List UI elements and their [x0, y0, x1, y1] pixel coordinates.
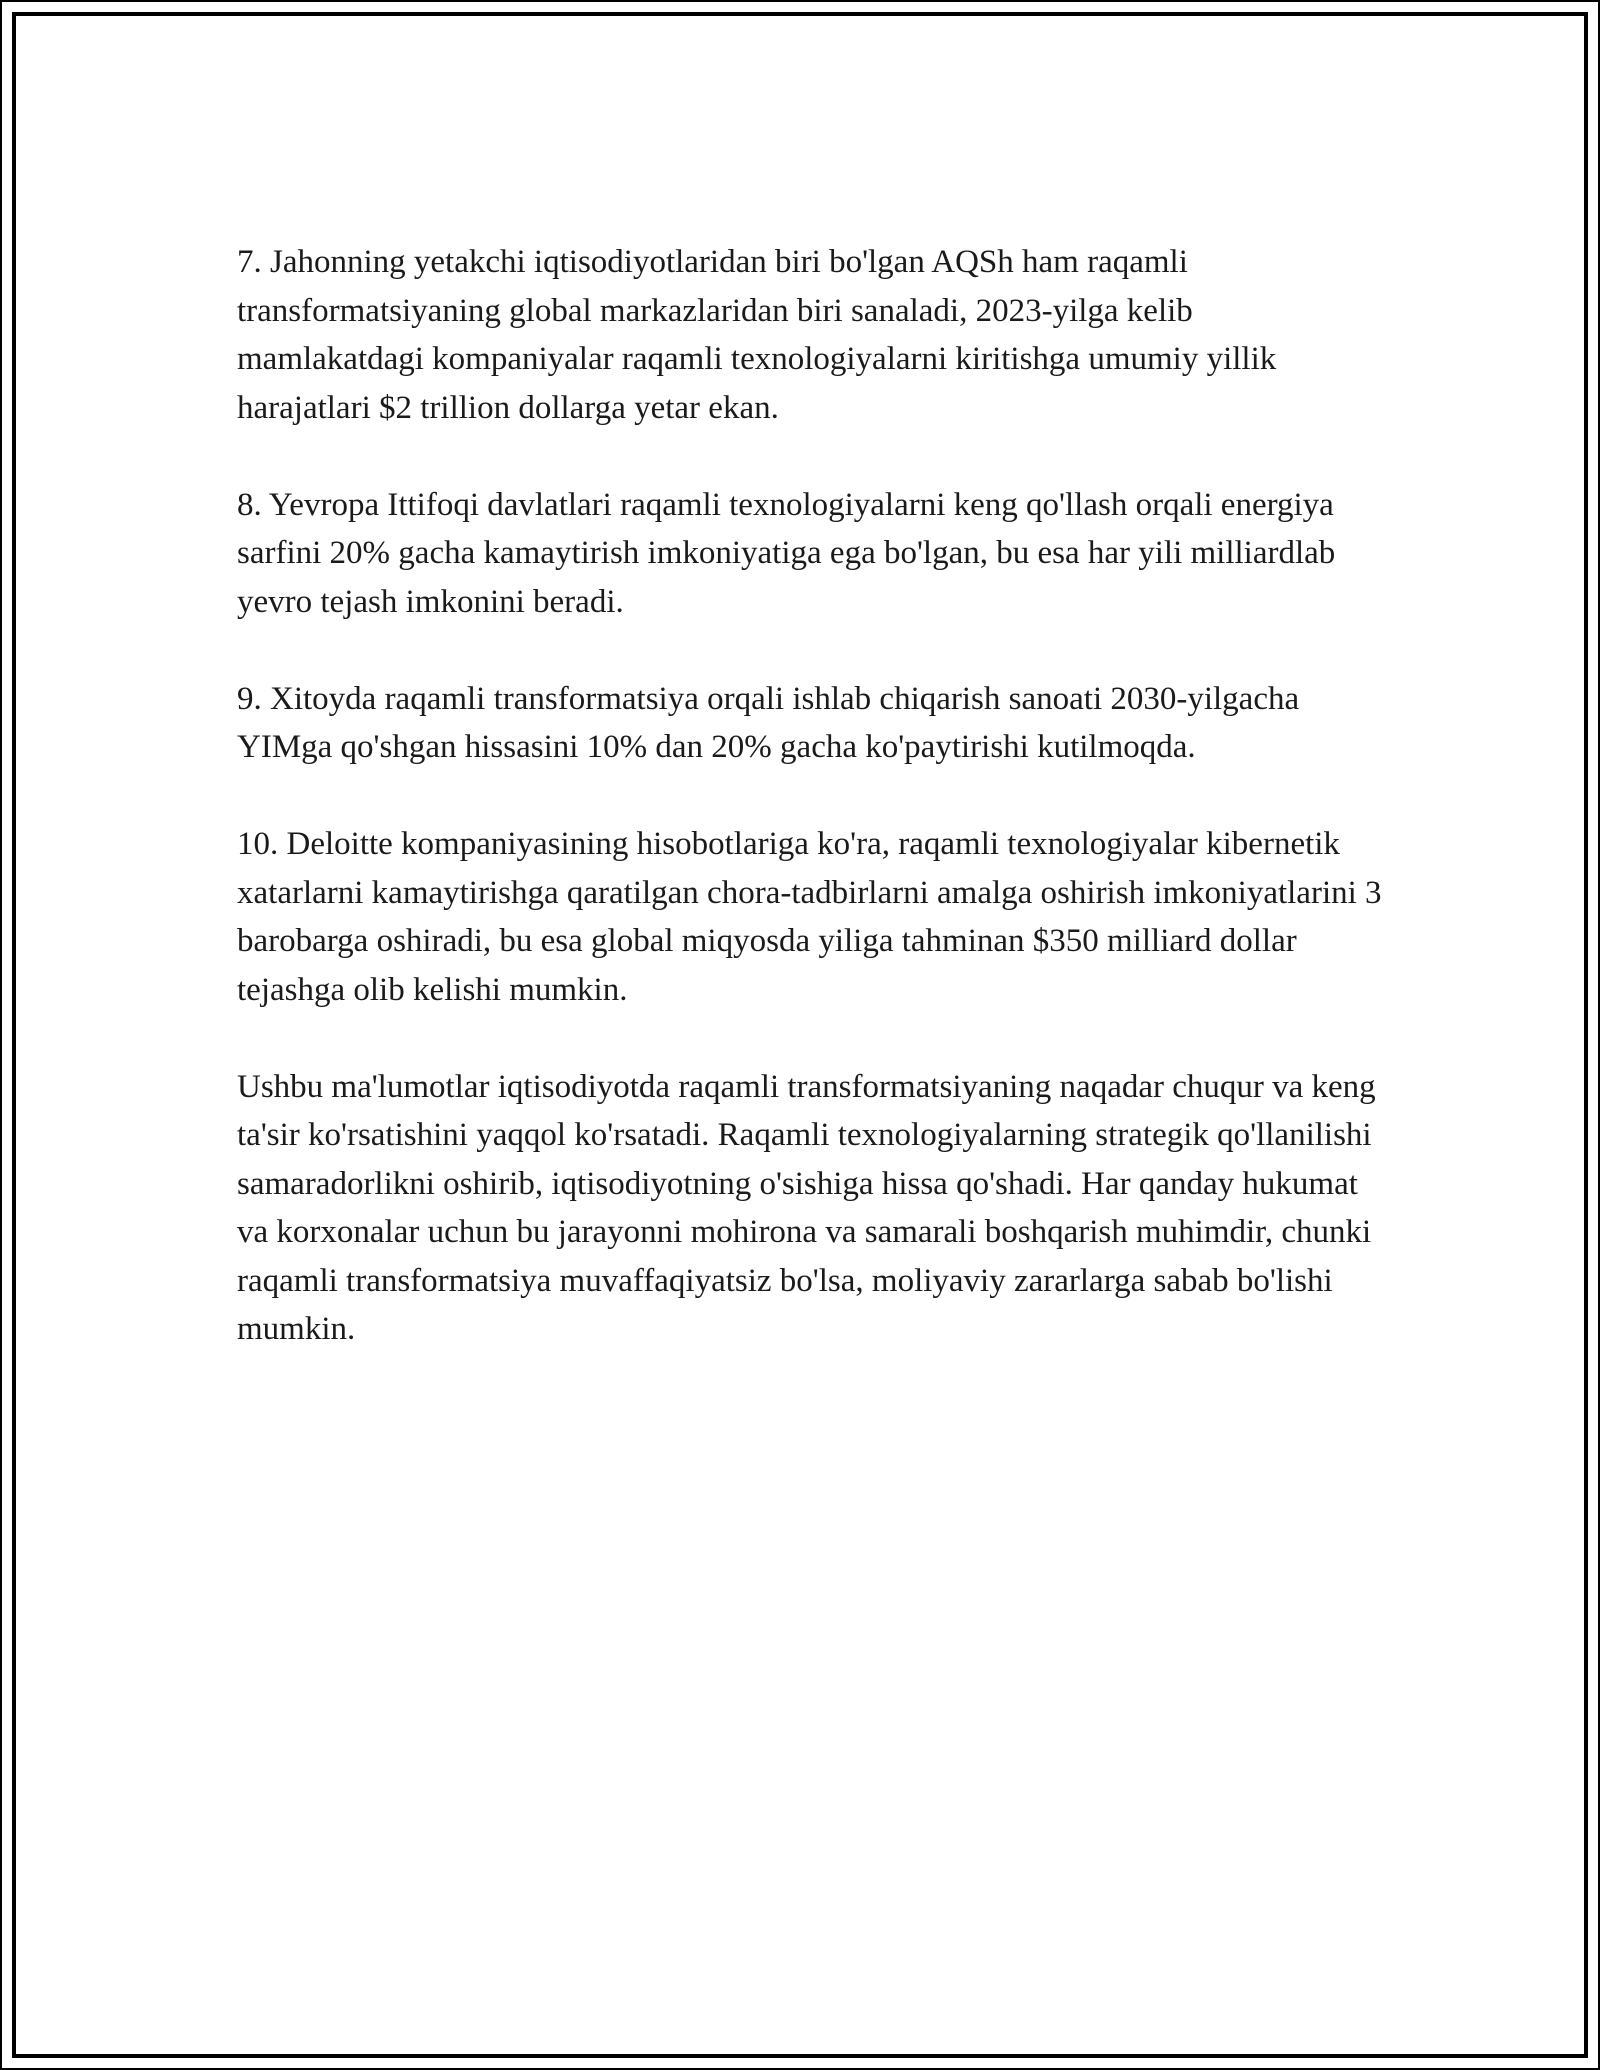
paragraph-conclusion: Ushbu ma'lumotlar iqtisodiyotda raqamli transformatsiyaning naqadar chuqur va keng ta'sir ko'rsatishini yaqqol ko'rsatadi. Raqamli texnologiyalarning strategik qo'llanilishi samaradorlikni oshirib, iqtisodiyotning o'sishiga hissa qo'shadi. Har qanday hukumat va korxonalar uchun bu jarayonni mohirona va samarali boshqarish muhimdir, chunki raqamli transformatsiya muvaffaqiyatsiz bo'lsa, moliyaviy zararlarga sabab bo'lishi mumkin.: [237, 1068, 1376, 1347]
paragraph-item-8: 8. Yevropa Ittifoqi davlatlari raqamli texnologiyalarni keng qo'llash orqali energiya sarfini 20% gacha kamaytirish imkoniyatiga ega bo'lgan, bu esa har yili milliardlab yevro tejash imkonini beradi.: [237, 486, 1336, 620]
document-body: [237, 238, 1387, 1402]
paragraph-item-10: 10. Deloitte kompaniyasining hisobotlariga ko'ra, raqamli texnologiyalar kibernetik xatarlarni kamaytirishga qaratilgan chora-tadbirlarni amalga oshirish imkoniyatlarini 3 barobarga oshiradi, bu esa global miqyosda yiliga tahminan $350 milliard dollar tejashga olib kelishi mumkin.: [237, 826, 1382, 1008]
paragraph-item-7: 7. Jahonning yetakchi iqtisodiyotlaridan biri bo'lgan AQSh ham raqamli transformatsiyaning global markazlaridan biri sanaladi, 2023-yilga kelib mamlakatdagi kompaniyalar raqamli texnologiyalarni kiritishga umumiy yillik harajatlari $2 trillion dollarga yetar ekan.: [237, 244, 1277, 426]
paragraph-item-9: 9. Xitoyda raqamli transformatsiya orqali ishlab chiqarish sanoati 2030-yilgacha YIMga qo'shgan hissasini 10% dan 20% gacha ko'paytirishi kutilmoqda.: [237, 680, 1300, 765]
